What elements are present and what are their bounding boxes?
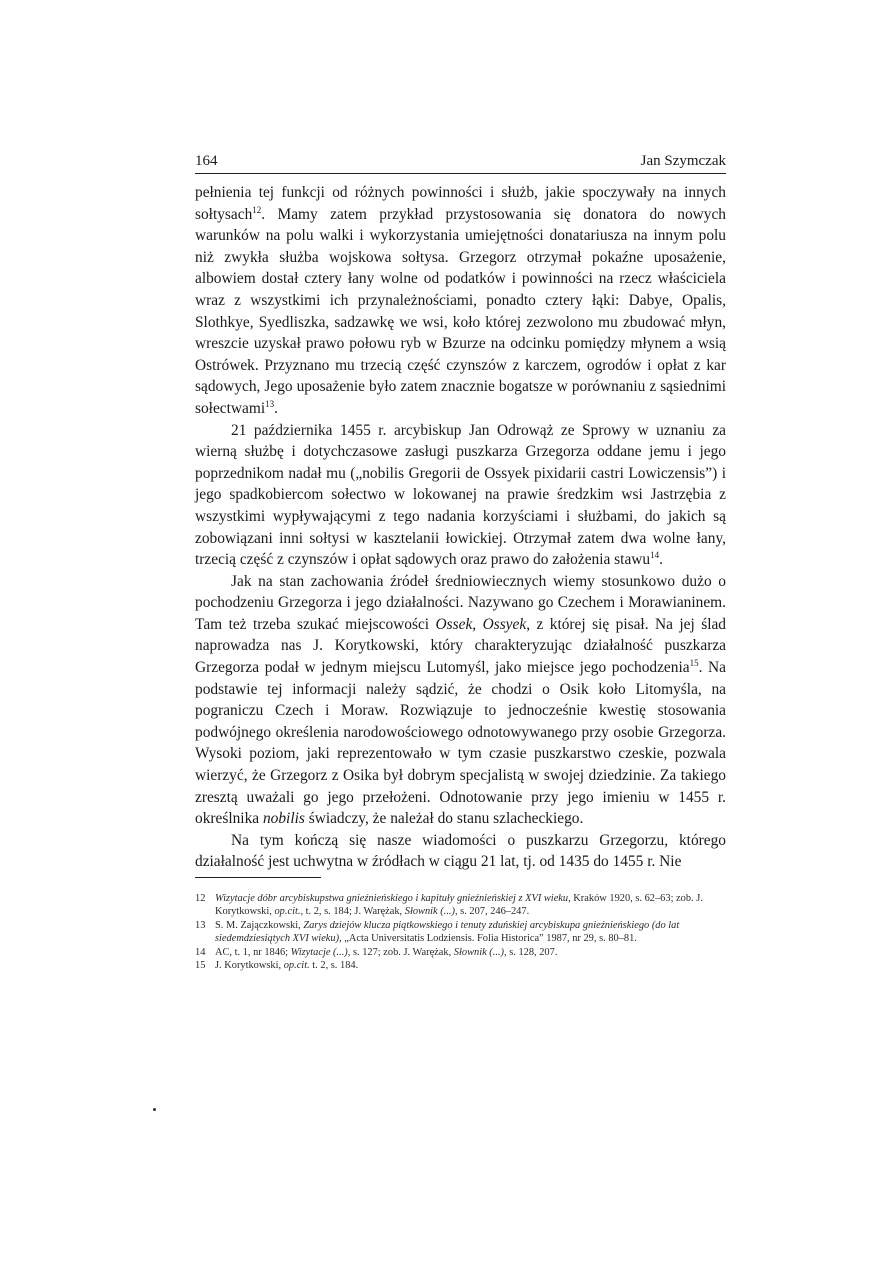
paragraph-text: .: [274, 399, 278, 417]
footnote-text: [215, 919, 726, 946]
footnote-number: 14: [195, 946, 206, 958]
scan-speck: [153, 1108, 156, 1111]
footnote-segment: AC, t. 1, nr 1846;: [215, 946, 291, 958]
footnote-text: [215, 946, 726, 959]
place-name-italic: Ossek: [435, 615, 473, 633]
footnote-segment: , t. 2, s. 184; J. Warężak,: [300, 906, 405, 918]
source-title: Zarys dziejów klucza piątkowskiego i tenuty zduńskiej arcybiskupa gnieźnieńskiego (do lat siedemdziesiątych XVI wieku): [215, 919, 680, 945]
footnote-12: [195, 892, 726, 919]
footnote-segment: , s. 128, 207.: [504, 946, 558, 958]
footnote-ref-15[interactable]: 15: [689, 658, 699, 669]
footnote-ref-12[interactable]: 12: [252, 204, 262, 215]
paragraph-text: . Na podstawie tej informacji należy sądzić, że chodzi o Osik koło Litomyśla, na pograniczu Czech i Moraw. Rozwiązuje to jednocześnie kwestię stosowania podwójnego określenia narodowościowego odnotowywanego przy osobie Grzegorza. Wysoki poziom, jaki reprezentowało w tym czasie puszkarstwo czeskie, pozwala wierzyć, że Grzegorz z Osika był dobrym specjalistą w swojej dziedzinie. Za takiego zresztą uważali go jego przełożeni. Odnotowanie przy jego imieniu w 1455 r. określnika: [195, 659, 726, 828]
paragraph-text: , z której się pisał. Na jej ślad naprowadza nas J. Korytkowski, który charakteryzując działalność puszkarza Grzegorza podał w jednym miejscu Lutomyśl, jako miejsce jego pochodzenia: [195, 615, 726, 677]
source-title: Słownik (...): [453, 946, 505, 958]
body-text: [195, 182, 726, 873]
footnote-divider: [195, 877, 321, 878]
paragraph-text: . Mamy zatem przykład przystosowania się donatora do nowych warunków na polu walki i wykorzystania umiejętności donatariusza na innym polu niż zwykła służba wojskowa sołtysa. Grzegorz otrzymał pokaźne uposażenie, albowiem dostał cztery łany wolne od podatków i powinności na rzecz właściciela wraz z wszystkimi ich przynależnościami, ponadto cztery łąki: Dabye, Opalis, Slothkye, Syedliszka, sadzawkę we wsi, koło której zezwolono mu zbudować młyn, wreszcie uzyskał prawo połowu ryb w Bzurze na odcinku pomiędzy młynem a wsią Ostrówek. Przyznano mu trzecią część czynszów z karczem, ogrodów i opłat z kar sądowych, Jego uposażenie było zatem znacznie bogatsze w porównaniu z sąsiednimi sołectwami: [195, 205, 726, 417]
footnote-segment: J. Korytkowski,: [215, 960, 284, 972]
paragraph-text: świadczy, że należał do stanu szlacheckiego.: [304, 810, 584, 828]
document-page: [195, 152, 726, 972]
footnote-segment: S. M. Zajączkowski,: [215, 919, 304, 931]
place-name-italic: Ossyek: [482, 615, 527, 633]
running-head: [195, 152, 726, 174]
footnotes: [195, 892, 726, 972]
footnote-text: [215, 892, 726, 919]
footnote-13: [195, 919, 726, 946]
footnote-ref-14[interactable]: 14: [650, 550, 660, 561]
footnote-segment: , Kraków 1920, s. 62–63; zob. J. Korytkowski,: [215, 893, 703, 918]
footnote-14: [195, 946, 726, 959]
paragraph-text: .: [659, 551, 663, 569]
op-cit: op.cit.: [283, 960, 310, 972]
paragraph-2: [195, 420, 726, 571]
latin-term-italic: nobilis: [262, 810, 305, 828]
paragraph-text: 21 października 1455 r. arcybiskup Jan Odrowąż ze Sprowy w uznaniu za wierną służbę i dotychczasowe zasługi puszkarza Grzegorza oddane jemu i jego poprzednikom nadał mu („nobilis Gregorii de Ossyek pixidarii castri Lowiczensis”) i jego spadkobiercom sołectwo w lokowanej na prawie średzkim wsi Jastrzębia z wszystkimi wypływającymi z tego nadania korzyściami i służbami, do jakich są zobowiązani inni sołtysi w kasztelanii łowickiej. Otrzymał zatem dwa wolne łany, trzecią część z czynszów i opłat sądowych oraz prawo do założenia stawu: [195, 421, 726, 569]
footnote-number: 15: [195, 960, 206, 972]
footnote-number: 12: [195, 893, 206, 904]
footnote-number: 13: [195, 919, 206, 931]
paragraph-4: [195, 830, 726, 873]
page-number: 164: [195, 153, 218, 169]
paragraph-3: [195, 571, 726, 830]
op-cit: op.cit.: [274, 906, 301, 918]
source-title: Słownik (...): [404, 906, 455, 918]
paragraph-text: Jak na stan zachowania źródeł średniowiecznych wiemy stosunkowo dużo o pochodzeniu Grzegorza i jego działalności. Nazywano go Czechem i Morawianinem. Tam też trzeba szukać miejscowości: [195, 572, 726, 633]
footnote-text: [215, 959, 726, 972]
footnote-segment: , s. 207, 246–247.: [454, 906, 530, 918]
footnote-segment: t. 2, s. 184.: [309, 960, 359, 972]
paragraph-text: ,: [472, 615, 483, 633]
source-title: Wizytacje dóbr arcybiskupstwa gnieźnieńskiego i kapituły gnieźnieńskiej z XVI wieku: [215, 893, 569, 904]
author-name: Jan Szymczak: [640, 153, 726, 169]
footnote-ref-13[interactable]: 13: [265, 398, 275, 409]
paragraph-1: [195, 182, 726, 420]
paragraph-text: Na tym kończą się nasze wiadomości o puszkarzu Grzegorzu, którego działalność jest uchwytna w źródłach w ciągu 21 lat, tj. od 1435 do 1455 r. Nie: [195, 831, 726, 871]
footnote-segment: , s. 127; zob. J. Warężak,: [347, 946, 454, 958]
footnote-15: [195, 959, 726, 972]
paragraph-text: pełnienia tej funkcji od różnych powinności i służb, jakie spoczywały na innych sołtysach: [195, 184, 726, 223]
footnote-segment: , „Acta Universitatis Lodziensis. Folia Historica” 1987, nr 29, s. 80–81.: [339, 933, 637, 945]
source-title: Wizytacje (...): [290, 946, 348, 958]
